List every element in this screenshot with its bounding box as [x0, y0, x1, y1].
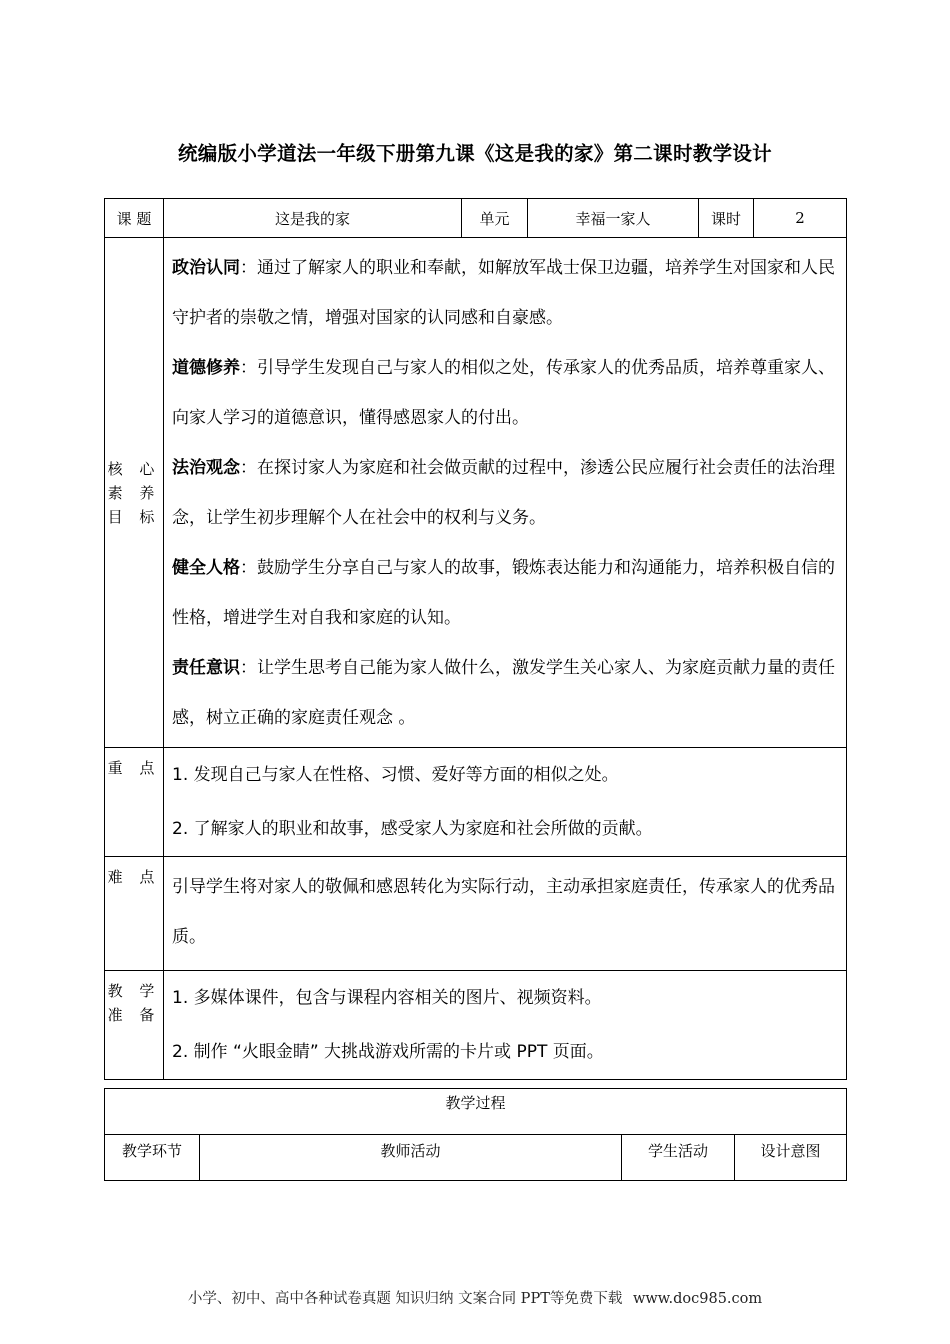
preparation-item: 1. 多媒体课件，包含与课程内容相关的图片、视频资料。: [172, 988, 602, 1008]
preparation-row: [105, 971, 847, 1080]
topic-value: 这是我的家: [164, 199, 462, 238]
goal-text: ：通过了解家人的职业和奉献，如解放军战士保卫边疆，培养学生对国家和人民守护者的崇敬之情，增强对国家的认同感和自豪感。: [172, 258, 835, 328]
difficulty-text: 引导学生将对家人的敬佩和感恩转化为实际行动，主动承担家庭责任，传承家人的优秀品质。: [172, 877, 835, 947]
process-title-row: [105, 1089, 847, 1135]
goal-term: 道德修养: [172, 358, 240, 378]
process-title: 教学过程: [105, 1089, 847, 1135]
preparation-content: [164, 971, 847, 1080]
key-points-row: [105, 748, 847, 857]
goal-text: ：鼓励学生分享自己与家人的故事，锻炼表达能力和沟通能力，培养积极自信的性格，增进学生对自我和家庭的认知。: [172, 558, 835, 628]
topic-label: 课 题: [105, 199, 164, 238]
key-point-item: 2. 了解家人的职业和故事，感受家人为家庭和社会所做的贡献。: [172, 819, 653, 839]
footer-url[interactable]: www.doc985.com: [632, 1291, 763, 1307]
footer-text: 小学、初中、高中各种试卷真题 知识归纳 文案合同 PPT等免费下载: [187, 1291, 623, 1307]
goal-text: ：在探讨家人为家庭和社会做贡献的过程中，渗透公民应履行社会责任的法治理念，让学生初步理解个人在社会中的权利与义务。: [172, 458, 835, 528]
core-literacy-label-line1: 核 心: [107, 459, 161, 478]
column-header: 教学环节: [105, 1135, 200, 1181]
page-footer: [0, 1287, 950, 1308]
goal-law: [172, 443, 838, 543]
difficulty-row: [105, 857, 847, 971]
goal-responsibility: [172, 643, 838, 743]
goal-text: ：引导学生发现自己与家人的相似之处，传承家人的优秀品质，培养尊重家人、向家人学习的道德意识，懂得感恩家人的付出。: [172, 358, 835, 428]
goal-term: 政治认同: [172, 258, 240, 278]
teaching-process-table: [104, 1088, 847, 1181]
lesson-info-table: [104, 198, 847, 1080]
column-header: 学生活动: [622, 1135, 735, 1181]
unit-label: 单元: [462, 199, 528, 238]
goal-term: 责任意识: [172, 658, 240, 678]
goal-moral: [172, 343, 838, 443]
column-header: 教师活动: [200, 1135, 622, 1181]
header-row: [105, 199, 847, 238]
key-points-label: 重 点: [105, 748, 164, 857]
process-columns-row: [105, 1135, 847, 1181]
key-point-item: 1. 发现自己与家人在性格、习惯、爱好等方面的相似之处。: [172, 765, 619, 785]
period-label: 课时: [699, 199, 754, 238]
goal-term: 健全人格: [172, 558, 240, 578]
core-literacy-content: [164, 238, 847, 748]
core-literacy-label-line2: 素 养: [107, 483, 161, 502]
unit-value: 幸福一家人: [528, 199, 699, 238]
difficulty-label: 难 点: [105, 857, 164, 971]
preparation-label-line1: 教 学: [107, 982, 161, 1000]
goal-personality: [172, 543, 838, 643]
column-header: 设计意图: [735, 1135, 847, 1181]
preparation-label-line2: 准 备: [107, 1006, 161, 1024]
goal-term: 法治观念: [172, 458, 240, 478]
goal-text: ：让学生思考自己能为家人做什么，激发学生关心家人、为家庭贡献力量的责任感，树立正确的家庭责任观念 。: [172, 658, 835, 728]
preparation-label: [105, 971, 164, 1080]
document-title: 统编版小学道法一年级下册第九课《这是我的家》第二课时教学设计: [177, 142, 772, 165]
key-points-content: [164, 748, 847, 857]
goal-political: [172, 243, 838, 343]
difficulty-content: [164, 857, 847, 971]
core-literacy-row: [105, 238, 847, 748]
core-literacy-label: [105, 238, 164, 748]
period-value: 2: [754, 199, 847, 238]
preparation-item: 2. 制作 “火眼金睛” 大挑战游戏所需的卡片或 PPT 页面。: [172, 1042, 604, 1062]
core-literacy-label-line3: 目 标: [107, 507, 161, 526]
